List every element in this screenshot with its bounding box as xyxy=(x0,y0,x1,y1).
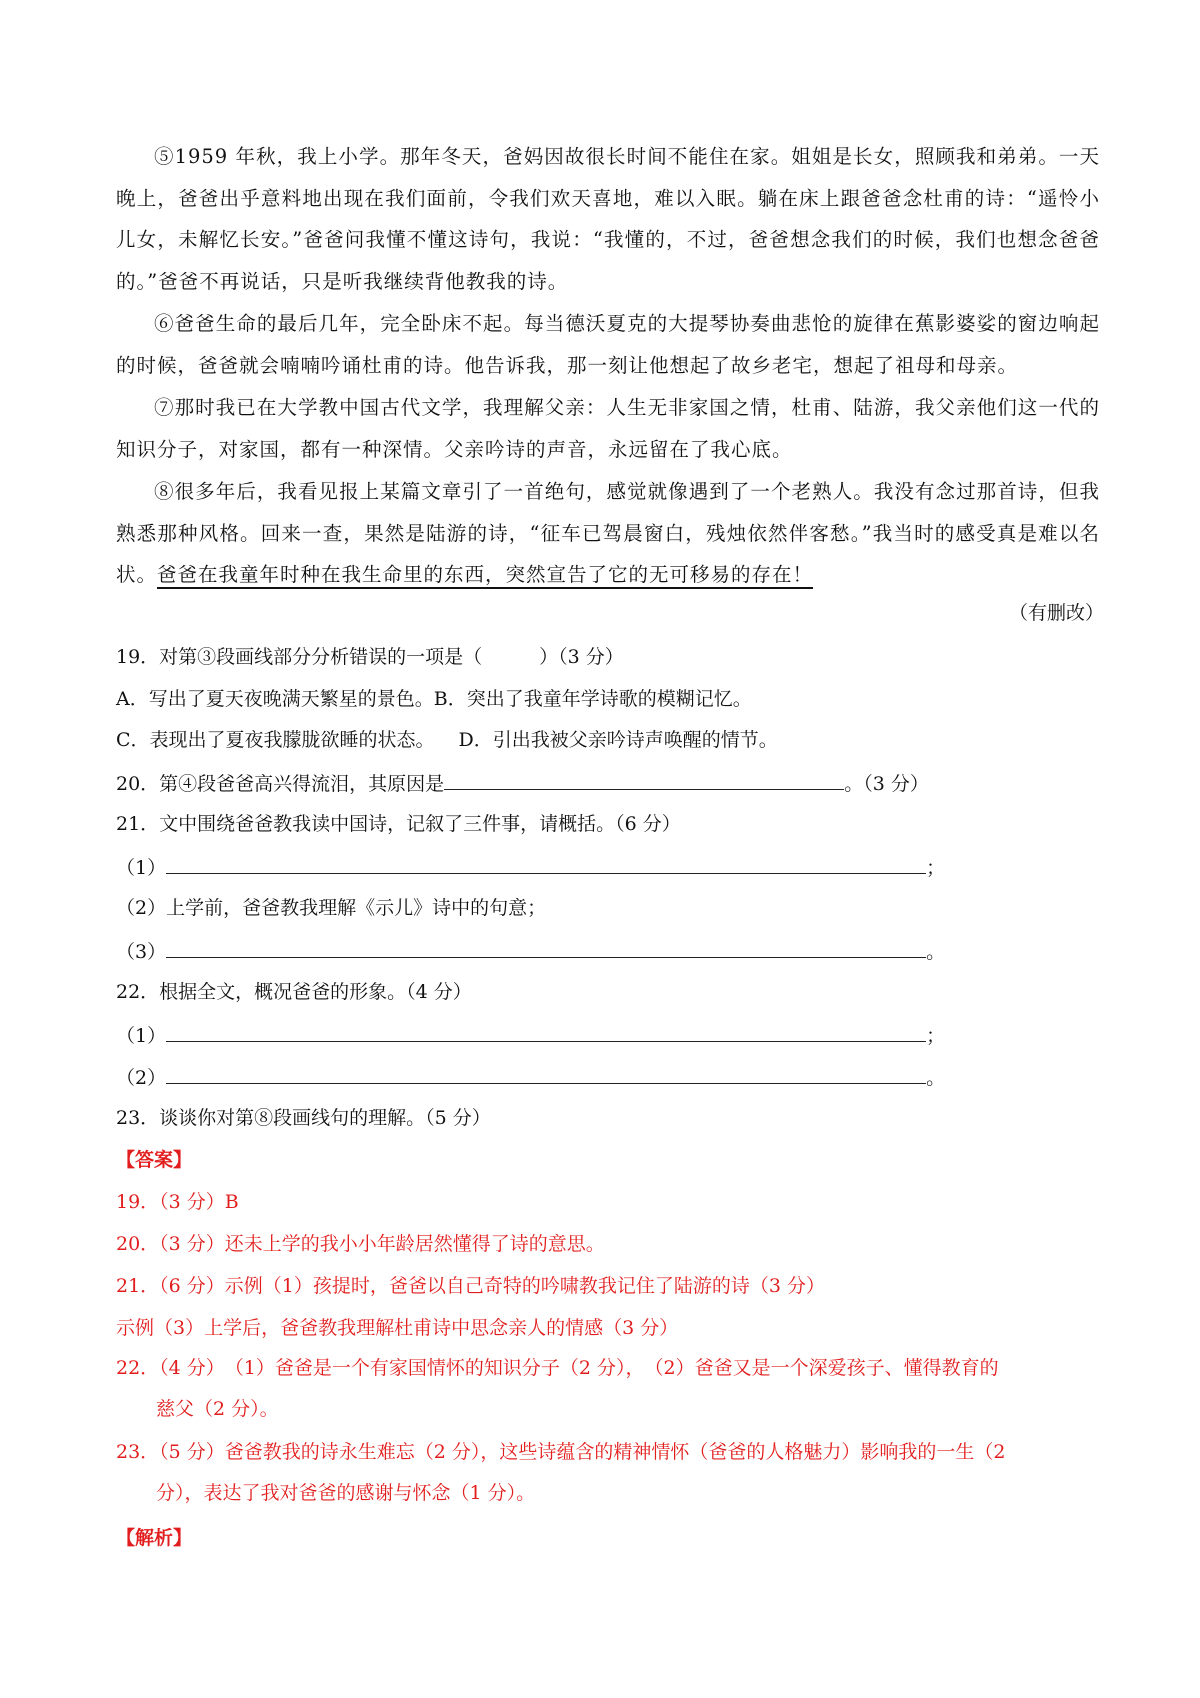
question-21-item-2: （2）上学前，爸爸教我理解《示儿》诗中的句意； xyxy=(116,897,547,919)
question-21-item-3 xyxy=(116,935,945,964)
item-number: （1） xyxy=(116,1025,167,1047)
option-d: D．引出我被父亲吟诗声唤醒的情节。 xyxy=(458,729,778,751)
answer-21-example-3: 示例（3）上学后，爸爸教我理解杜甫诗中思念亲人的情感（3 分） xyxy=(116,1317,679,1339)
answer-blank[interactable] xyxy=(166,851,926,874)
item-end: ； xyxy=(926,857,946,879)
question-20 xyxy=(116,767,929,796)
item-end: 。 xyxy=(926,1067,946,1089)
option-b: B．突出了我童年学诗歌的模糊记忆。 xyxy=(433,688,752,710)
answer-blank[interactable] xyxy=(166,1019,926,1042)
question-23: 23．谈谈你对第⑧段画线句的理解。（5 分） xyxy=(116,1107,491,1129)
answer-blank[interactable] xyxy=(166,1061,926,1084)
answer-22-line-2: 慈父（2 分）。 xyxy=(156,1398,279,1420)
item-number: （3） xyxy=(116,941,167,963)
paragraph-8-underlined-sentence: 爸爸在我童年时种在我生命里的东西，突然宣告了它的无可移易的存在！ xyxy=(157,563,814,586)
paragraph-8 xyxy=(116,471,1100,596)
question-22-item-1 xyxy=(116,1019,945,1048)
option-a: A．写出了夏天夜晚满天繁星的景色。 xyxy=(116,688,434,710)
answer-21-example-1: 21．（6 分）示例（1）孩提时，爸爸以自己奇特的吟啸教我记住了陆游的诗（3 分） xyxy=(116,1275,826,1297)
question-22-item-2 xyxy=(116,1061,945,1090)
option-c: C．表现出了夏夜我朦胧欲睡的状态。 xyxy=(116,729,435,751)
question-19-options-cd xyxy=(116,725,778,752)
answer-blank[interactable] xyxy=(166,935,926,958)
analysis-heading: 【解析】 xyxy=(116,1527,193,1549)
question-20-score: 。（3 分） xyxy=(844,773,929,795)
question-21-item-1 xyxy=(116,851,945,880)
paragraph-6: ⑥爸爸生命的最后几年，完全卧床不起。每当德沃夏克的大提琴协奏曲悲怆的旋律在蕉影婆娑的窗边响起的时候，爸爸就会喃喃吟诵杜甫的诗。他告诉我，那一刻让他想起了故乡老宅，想起了祖母和母亲。 xyxy=(116,312,1100,377)
item-number: （1） xyxy=(116,857,167,879)
answer-22-line-1: 22．（4 分） （1）爸爸是一个有家国情怀的知识分子（2 分）， （2）爸爸又是一个深爱孩子、懂得教育的 xyxy=(116,1357,999,1379)
answer-20: 20．（3 分）还未上学的我小小年龄居然懂得了诗的意思。 xyxy=(116,1233,605,1255)
paragraph-7: ⑦那时我已在大学教中国古代文学，我理解父亲：人生无非家国之情，杜甫、陆游，我父亲他们这一代的知识分子，对家国，都有一种深情。父亲吟诗的声音，永远留在了我心底。 xyxy=(116,396,1100,461)
edit-note: （有删改） xyxy=(1008,602,1104,624)
question-22: 22．根据全文，概况爸爸的形象。（4 分） xyxy=(116,981,472,1003)
question-20-text: 20．第④段爸爸高兴得流泪，其原因是 xyxy=(116,773,445,795)
answer-19: 19．（3 分）B xyxy=(116,1191,239,1213)
answer-23-line-1: 23．（5 分）爸爸教我的诗永生难忘（2 分），这些诗蕴含的精神情怀（爸爸的人格魅力）影响我的一生（2 xyxy=(116,1441,1006,1463)
question-21: 21．文中围绕爸爸教我读中国诗，记叙了三件事，请概括。（6 分） xyxy=(116,813,681,835)
answer-blank[interactable] xyxy=(444,767,844,790)
answer-heading: 【答案】 xyxy=(116,1149,193,1171)
question-19: 19．对第③段画线部分分析错误的一项是（ ）（3 分） xyxy=(116,646,624,668)
item-number: （2） xyxy=(116,1067,167,1089)
answer-23-line-2: 分），表达了我对爸爸的感谢与怀念（1 分）。 xyxy=(156,1482,536,1504)
item-end: ； xyxy=(926,1025,946,1047)
paragraph-5: ⑤1959 年秋，我上小学。那年冬天，爸妈因故很长时间不能住在家。姐姐是长女，照顾我和弟弟。一天晚上，爸爸出乎意料地出现在我们面前，令我们欢天喜地，难以入眠。躺在床上跟爸爸念杜甫的诗：“遥怜小儿女，未解忆长安。”爸爸问我懂不懂这诗句，我说：“我懂的，不过，爸爸想念我们的时候，我们也想念爸爸的。”爸爸不再说话，只是听我继续背他教我的诗。 xyxy=(116,145,1100,293)
paragraph-8-text: ⑧很多年后，我看见报上某篇文章引了一首绝句，感觉就像遇到了一个老熟人。我没有念过那首诗，但我熟悉那种风格。回来一查，果然是陆游的诗，“征车已驾晨窗白，残烛依然伴客愁。”我当时的感受真是难以名状。 xyxy=(116,480,1100,586)
answer-22 xyxy=(116,1348,1100,1430)
question-19-options-ab xyxy=(116,684,752,711)
item-end: 。 xyxy=(926,941,946,963)
answer-23 xyxy=(116,1432,1100,1514)
